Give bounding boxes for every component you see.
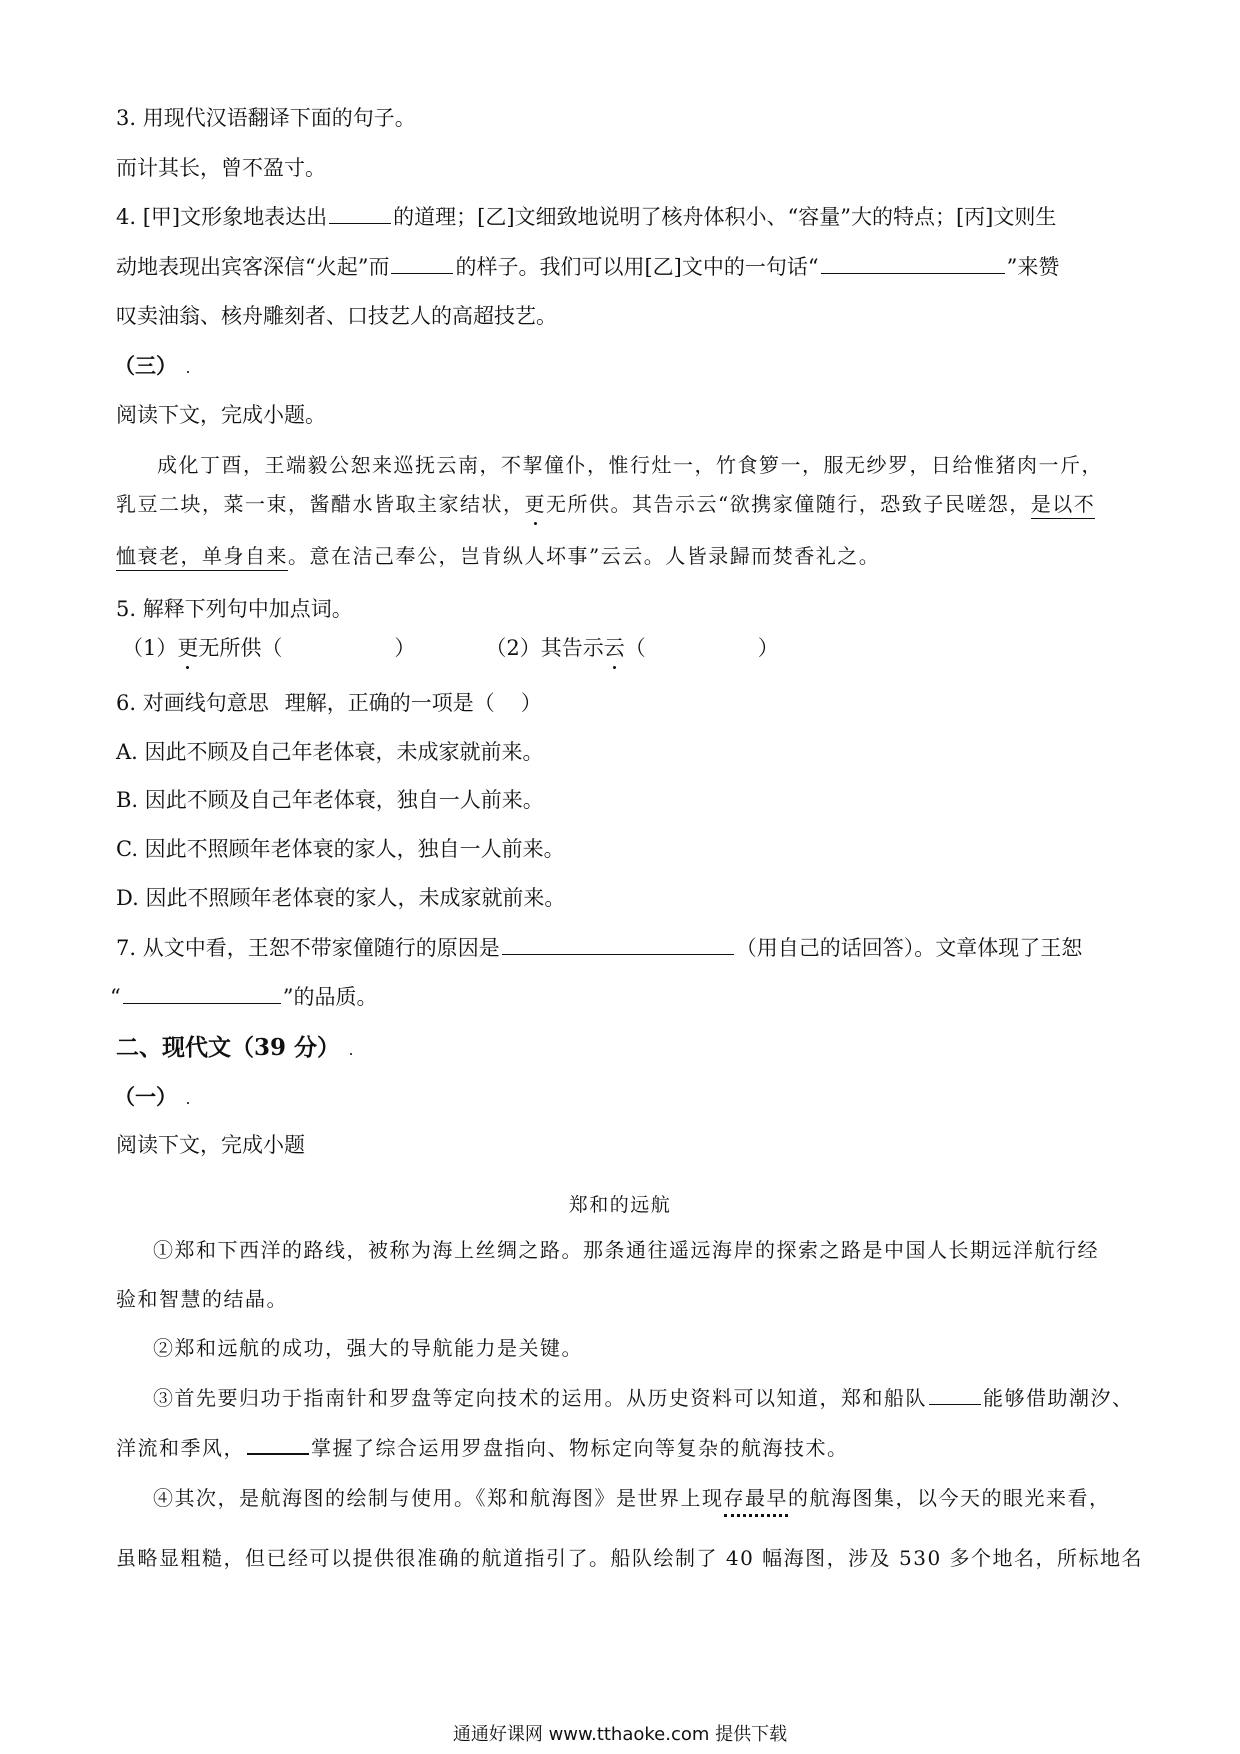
question-number: 5. bbox=[116, 597, 137, 621]
question-4-line-1 bbox=[116, 207, 1056, 228]
article-paragraph-1-line-2: 验和智慧的结晶。 bbox=[116, 1287, 288, 1311]
paragraph-text: ④其次，是航海图的绘制与使用。《郑和航海图》是世界上现 bbox=[153, 1486, 724, 1510]
dotted-word: 云 bbox=[603, 636, 625, 660]
question-text: 的道理；[乙]文细致地说明了核舟体积小、“容量”大的特点；[丙]文则生 bbox=[393, 205, 1057, 229]
section-heading-text: （三） bbox=[114, 353, 177, 378]
item-text: （2）其告示 bbox=[485, 636, 604, 660]
question-7-line-1 bbox=[116, 938, 1082, 959]
subsection-instruction: 阅读下文，完成小题 bbox=[116, 1133, 305, 1157]
passage-text: 无所供。其告示云“欲携家僮随行，恐致子民嗟怨， bbox=[546, 492, 1031, 516]
question-text: 动地表现出宾客深信“火起”而 bbox=[116, 255, 390, 279]
article-paragraph-2: ②郑和远航的成功，强大的导航能力是关键。 bbox=[153, 1336, 583, 1360]
option-d[interactable]: D. 因此不照顾年老体衰的家人，未成家就前来。 bbox=[116, 886, 566, 910]
passage-line-3 bbox=[116, 546, 880, 566]
question-text: ”来赞 bbox=[1006, 255, 1060, 279]
question-4-line-3: 叹卖油翁、核舟雕刻者、口技艺人的高超技艺。 bbox=[116, 304, 557, 328]
question-text: 对画线句意思 bbox=[142, 691, 269, 715]
paragraph-text: 的航海图集，以今天的眼光来看， bbox=[788, 1486, 1111, 1510]
part-heading bbox=[116, 1036, 352, 1059]
question-text: 的样子。我们可以用[乙]文中的一句话“ bbox=[455, 255, 819, 279]
article-paragraph-3-line-2 bbox=[116, 1438, 849, 1458]
section-instruction: 阅读下文，完成小题。 bbox=[116, 403, 326, 427]
item-text: 无所供（ bbox=[198, 636, 283, 660]
question-text: 用现代汉语翻译下面的句子。 bbox=[142, 106, 416, 130]
dotted-word: 更 bbox=[524, 492, 546, 516]
answer-blank[interactable] bbox=[391, 269, 453, 274]
question-text: （用自己的话回答）。文章体现了王恕 bbox=[735, 936, 1083, 960]
item-text: （ bbox=[624, 636, 646, 660]
marker bbox=[350, 1053, 352, 1055]
question-number: 6. bbox=[116, 691, 137, 715]
underlined-sentence: 恤衰老，单身自来 bbox=[116, 544, 288, 571]
question-3-sentence: 而计其长，曾不盈寸。 bbox=[116, 156, 326, 180]
passage-line-2 bbox=[116, 494, 1095, 514]
article-title: 郑和的远航 bbox=[568, 1194, 672, 1216]
paragraph-text: 掌握了综合运用罗盘指向、物标定向等复杂的航海技术。 bbox=[311, 1436, 849, 1460]
item-text: ） bbox=[394, 636, 416, 660]
answer-blank[interactable] bbox=[123, 999, 281, 1004]
subsection-heading-text: （一） bbox=[114, 1084, 177, 1109]
dotted-word: 更 bbox=[177, 636, 199, 660]
option-c[interactable]: C. 因此不照顾年老体衰的家人，独自一人前来。 bbox=[116, 837, 565, 861]
question-7-line-2 bbox=[110, 987, 378, 1008]
option-b[interactable]: B. 因此不顾及自己年老体衰，独自一人前来。 bbox=[116, 788, 544, 812]
question-text: 解释下列句中加点词。 bbox=[142, 597, 353, 621]
subsection-heading bbox=[114, 1086, 189, 1107]
question-text: “ bbox=[110, 985, 121, 1009]
question-4-line-2 bbox=[116, 257, 1059, 278]
article-paragraph-1-line-1: ①郑和下西洋的路线，被称为海上丝绸之路。那条通往遥远海岸的探索之路是中国人长期远洋航行经 bbox=[153, 1238, 1099, 1262]
answer-blank[interactable] bbox=[329, 219, 391, 224]
item-text: ） bbox=[757, 636, 779, 660]
question-5-items bbox=[122, 638, 779, 659]
passage-text: 。意在洁己奉公，岂肯纵人坏事”云云。人皆录歸而焚香礼之。 bbox=[288, 544, 881, 568]
paragraph-text: 能够借助潮汐、 bbox=[983, 1386, 1134, 1410]
answer-blank[interactable] bbox=[502, 950, 734, 955]
article-paragraph-4-line-2: 虽略显粗糙，但已经可以提供很准确的航道指引了。船队绘制了 40 幅海图，涉及 530 多个地名，所标地名 bbox=[116, 1546, 1144, 1570]
marker bbox=[187, 371, 189, 373]
paragraph-text: 洋流和季风， bbox=[116, 1436, 245, 1460]
item-number: （1） bbox=[122, 636, 178, 660]
option-a[interactable]: A. 因此不顾及自己年老体衰，未成家就前来。 bbox=[116, 740, 544, 764]
part-heading-text: 二、现代文（39 分） bbox=[116, 1034, 341, 1061]
answer-blank[interactable] bbox=[929, 1400, 981, 1405]
page-footer: 通通好课网 www.tthaoke.com 提供下载 bbox=[452, 1724, 788, 1745]
question-text: ”的品质。 bbox=[282, 985, 378, 1009]
answer-blank[interactable] bbox=[821, 269, 1005, 274]
dotted-phrase: 存最早 bbox=[724, 1486, 789, 1517]
passage-text: 乳豆二块，菜一束，酱醋水皆取主家结状， bbox=[116, 492, 525, 516]
article-paragraph-3-line-1 bbox=[153, 1388, 1134, 1408]
question-text: [甲]文形象地表达出 bbox=[142, 205, 328, 229]
underlined-sentence: 是以不 bbox=[1031, 492, 1096, 519]
section-heading bbox=[114, 355, 189, 376]
question-number: 4. bbox=[116, 205, 137, 229]
marker bbox=[187, 1102, 189, 1104]
question-text: 从文中看，王恕不带家僮随行的原因是 bbox=[142, 936, 500, 960]
question-5-prompt bbox=[116, 599, 353, 620]
article-paragraph-4-line-1 bbox=[153, 1488, 1111, 1508]
passage-line-1: 成化丁酉，王端毅公恕来巡抚云南，不挈僮仆，惟行灶一，竹食箩一，服无纱罗，日给惟猪肉一斤， bbox=[157, 453, 1103, 477]
question-text: ） bbox=[520, 691, 542, 715]
question-3-prompt bbox=[116, 108, 416, 129]
question-number: 7. bbox=[116, 936, 137, 960]
question-6-prompt bbox=[116, 693, 542, 714]
question-text: 理解，正确的一项是（ bbox=[284, 691, 495, 715]
paragraph-text: ③首先要归功于指南针和罗盘等定向技术的运用。从历史资料可以知道，郑和船队 bbox=[153, 1386, 927, 1410]
answer-blank[interactable] bbox=[247, 1449, 309, 1455]
question-number: 3. bbox=[116, 106, 137, 130]
